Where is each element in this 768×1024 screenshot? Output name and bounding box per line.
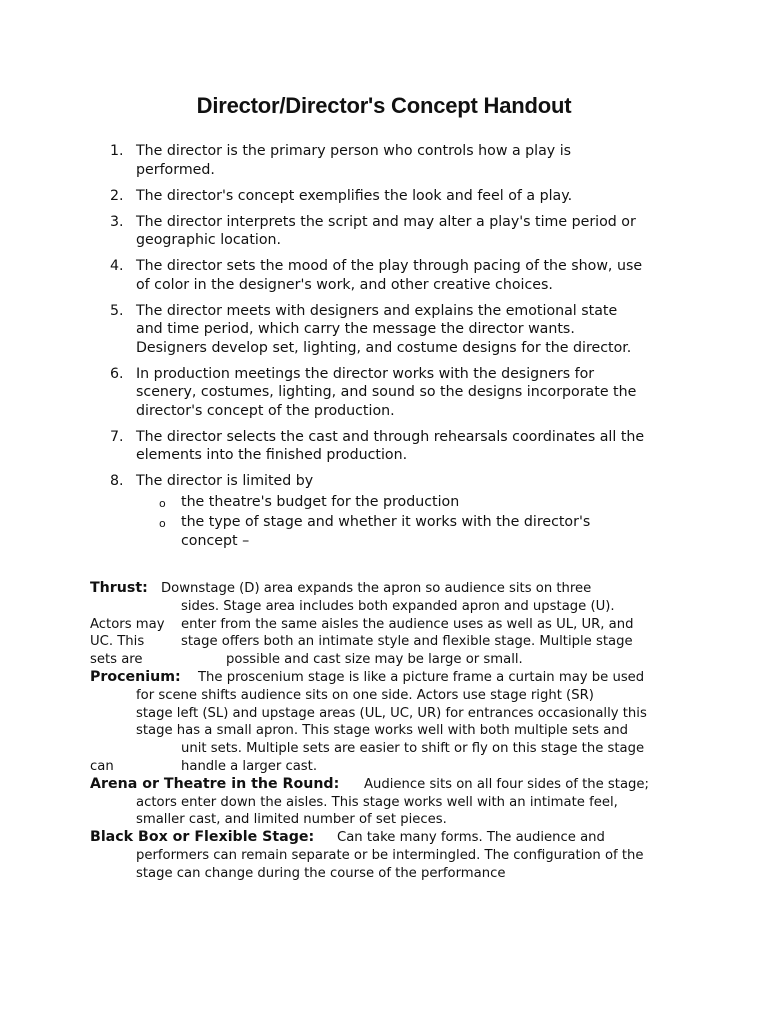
list-item	[90, 365, 690, 421]
definition-text: Audience sits on all four sides of the stage;	[364, 776, 649, 792]
definition-line	[90, 829, 690, 847]
definition-line	[90, 847, 690, 865]
definition-text: stage has a small apron. This stage works well with both multiple sets and	[136, 723, 629, 739]
bullet-icon: o	[159, 496, 166, 510]
definition-text: The proscenium stage is like a picture frame a curtain may be used	[198, 669, 645, 685]
definition-text: sides. Stage area includes both expanded apron and upstage (U).	[181, 598, 615, 614]
definition-text: stage offers both an intimate style and flexible stage. Multiple stage	[181, 634, 633, 650]
definition-line	[90, 776, 690, 794]
list-text: The director sets the mood of the play through pacing of the show, use	[136, 258, 643, 274]
definition-text: possible and cast size may be large or small.	[226, 652, 523, 668]
definition-line	[90, 794, 690, 812]
definition-line	[90, 865, 690, 883]
definition-text: Actors may	[90, 616, 165, 632]
definition-text: unit sets. Multiple sets are easier to shift or fly on this stage the stage	[181, 741, 645, 757]
list-item	[90, 302, 690, 358]
list-number: 1.	[110, 143, 124, 159]
list-text: The director is the primary person who controls how a play is	[136, 143, 572, 159]
definition-line	[90, 580, 690, 598]
definition-line	[90, 758, 690, 776]
definition-line	[90, 722, 690, 740]
sub-list-item	[90, 513, 690, 550]
definition-line	[90, 616, 690, 634]
list-number: 3.	[110, 213, 124, 230]
list-text: Designers develop set, lighting, and costume designs for the director.	[136, 339, 632, 356]
list-number: 2.	[110, 187, 124, 204]
definition-line	[90, 633, 690, 651]
definition-text: smaller cast, and limited number of set pieces.	[136, 812, 447, 828]
list-text: and time period, which carry the message the director wants.	[136, 321, 575, 337]
definition-text: can	[90, 758, 114, 774]
list-text: The director meets with designers and explains the emotional state	[136, 302, 618, 319]
definition-text: enter from the same aisles the audience uses as well as UL, UR, and	[181, 616, 634, 632]
numbered-list	[90, 142, 690, 550]
definition-text: stage can change during the course of the performance	[136, 865, 506, 881]
list-number: 7.	[110, 428, 124, 445]
stage-definitions	[90, 580, 690, 883]
definition-line	[90, 669, 690, 687]
sub-list-item	[90, 493, 690, 512]
list-text: The director's concept exemplifies the look and feel of a play.	[136, 187, 573, 204]
list-text: scenery, costumes, lighting, and sound so the designs incorporate the	[136, 384, 637, 400]
list-item	[90, 187, 690, 206]
page-title: Director/Director's Concept Handout	[196, 93, 572, 118]
definition-text: sets are	[90, 652, 143, 668]
definition-line	[90, 705, 690, 723]
definition-line	[90, 740, 690, 758]
definition-line	[90, 811, 690, 829]
list-text: geographic location.	[136, 232, 281, 248]
list-text: elements into the finished production.	[136, 447, 408, 463]
term-arena: Arena or Theatre in the Round:	[90, 775, 340, 792]
sub-list-text: concept –	[181, 532, 250, 549]
definition-text: stage left (SL) and upstage areas (UL, UC, UR) for entrances occasionally this	[136, 705, 647, 721]
sub-list-text: the type of stage and whether it works with the director's	[181, 514, 591, 530]
bullet-icon: o	[159, 517, 166, 530]
list-item	[90, 142, 690, 179]
list-text: director's concept of the production.	[136, 402, 395, 419]
term-black-box: Black Box or Flexible Stage:	[90, 829, 315, 846]
definition-text: handle a larger cast.	[181, 758, 318, 774]
list-text: The director interprets the script and may alter a play's time period or	[136, 213, 636, 230]
list-item	[90, 428, 690, 465]
list-item	[90, 213, 690, 250]
list-text: In production meetings the director works with the designers for	[136, 365, 595, 382]
definition-text: performers can remain separate or be intermingled. The configuration of the	[136, 847, 644, 863]
definition-text: UC. This	[90, 634, 145, 650]
list-text: performed.	[136, 161, 215, 178]
list-text: The director selects the cast and through rehearsals coordinates all the	[136, 428, 645, 445]
definition-text: for scene shifts audience sits on one side. Actors use stage right (SR)	[136, 687, 594, 703]
list-number: 8.	[110, 473, 124, 489]
list-item	[90, 472, 690, 550]
definition-line	[90, 651, 690, 669]
term-procenium: Procenium:	[90, 668, 181, 685]
definition-text: actors enter down the aisles. This stage works well with an intimate feel,	[136, 794, 618, 810]
definition-line	[90, 598, 690, 616]
list-text: The director is limited by	[136, 473, 314, 489]
list-number: 5.	[110, 302, 124, 319]
list-number: 6.	[110, 365, 124, 382]
term-thrust: Thrust:	[90, 580, 148, 596]
list-number: 4.	[110, 258, 124, 274]
definition-text: Can take many forms. The audience and	[337, 830, 605, 846]
definition-line	[90, 687, 690, 705]
sub-list-text: the theatre's budget for the production	[181, 493, 460, 510]
definition-text: Downstage (D) area expands the apron so audience sits on three	[161, 581, 592, 596]
list-item	[90, 257, 690, 294]
list-text: of color in the designer's work, and other creative choices.	[136, 276, 553, 293]
